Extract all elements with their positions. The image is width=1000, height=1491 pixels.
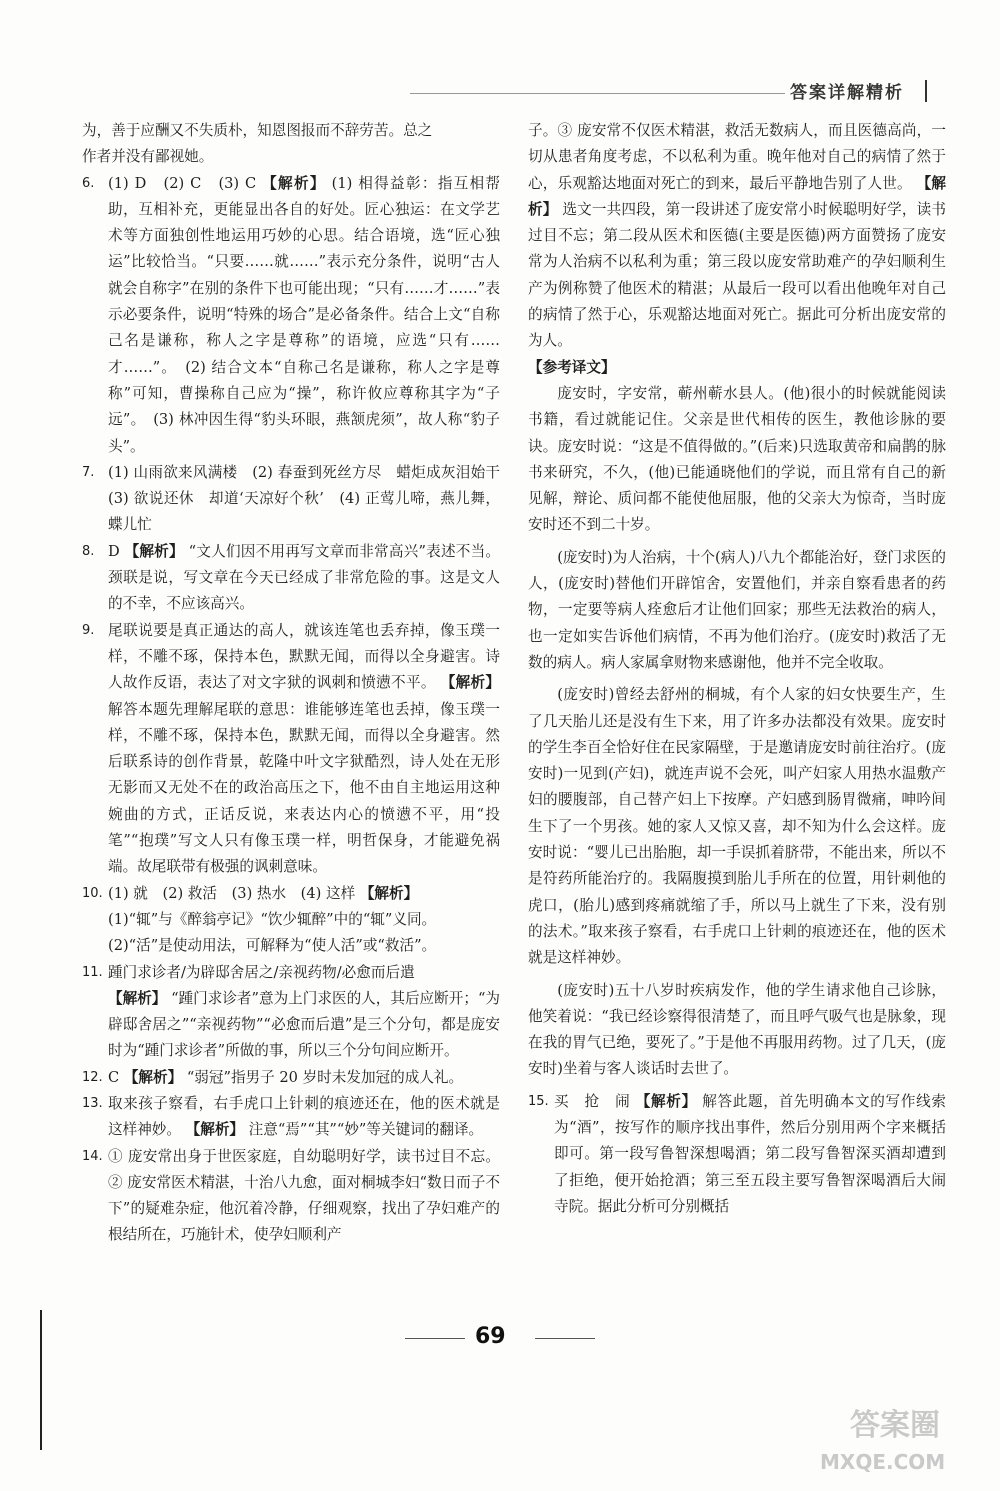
analysis-line: (2)“活”是使动用法，可解释为“使人活”或“救活”。 <box>108 937 437 955</box>
analysis-text: 解答本题先理解尾联的意思：谁能够连笔也丢掉，像玉璞一样，不雕不琢，保持本色，默默无闻，而得以全身避害。然后联系诗的创作背景，乾隆中叶文字狱酷烈，诗人处在无形无影而又无处不在的政治高压之下，他不由自主地运用这种婉曲的方式，正话反说，来表达内心的愤懑不平，用“投笔”“抱璞”写文人只有像玉璞一样，明哲保身，才能避免祸端。故尾联带有极强的讽刺意味。 <box>108 700 500 876</box>
question-number: 15. <box>528 1093 549 1109</box>
answer: (1) D (2) C (3) C <box>108 174 257 192</box>
answer: ① 庞安常出身于世医家庭，自幼聪明好学，读书过目不忘。② 庞安常医术精湛，十治八九愈，面对桐城李妇“数日而子不下”的疑难杂症，他沉着冷静，仔细观察，找出了孕妇难产的根结所在，巧施针术，使孕妇顺利产 <box>108 1147 500 1244</box>
answer: 尾联说要是真正通达的高人，就该连笔也丢弃掉，像玉璞一样，不雕不琢，保持本色，默默无闻，而得以全身避害。诗人故作反语，表达了对文字狱的讽刺和愤懑不平。 <box>108 621 500 692</box>
answer-continued: 子。③ 庞安常不仅医术精湛，救活无数病人，而且医德高尚，一切从患者角度考虑，不以私利为重。晚年他对自己的病情了然于心，乐观豁达地面对死亡的到来，最后平静地告别了人世。 <box>528 122 946 192</box>
analysis-text: 选文一共四段，第一段讲述了庞安常小时候聪明好学，读书过目不忘；第二段从医术和医德(主要是医德)两方面赞扬了庞安常为人治病不以私利为重；第三段以庞安常助难产的孕妇顺利生产为例称赞了他医术的精湛；从最后一段可以看出他晚年对自己的病情了然于心，乐观豁达地面对死亡。据此可分析出庞安常的为人。 <box>528 200 946 350</box>
binding-edge <box>40 1310 42 1450</box>
question-number: 11. <box>82 964 103 980</box>
header-bracket <box>925 80 927 102</box>
question-7 <box>82 460 515 539</box>
analysis-tag: 【解析】 <box>359 884 419 902</box>
question-8 <box>82 539 500 618</box>
analysis-tag: 【解析】 <box>124 542 184 560</box>
question-14-continued <box>528 118 946 355</box>
question-number: 12. <box>82 1069 103 1085</box>
analysis-tag: 【解析】 <box>123 1068 183 1086</box>
analysis-tag: 【解析】 <box>262 174 326 192</box>
question-number: 14. <box>82 1148 103 1164</box>
answer: 买 抢 闹 <box>554 1092 631 1110</box>
page-number: 69 <box>475 1324 506 1349</box>
answer: D <box>108 542 120 560</box>
question-number: 10. <box>82 885 103 901</box>
analysis-text: 注意“焉”“其”“妙”等关键词的翻译。 <box>248 1121 484 1139</box>
watermark-domain: MXQE.COM <box>820 1450 946 1474</box>
translation-paragraph: (庞安时)五十八岁时疾病发作，他的学生请求他自己诊脉，他笑着说：“我已经诊察得很清楚了，而且呼气吸气也是脉象，现在我的胃气已绝，要死了。”于是他不再服用药物。过了几天，(庞安时)坐着与客人谈话时去世了。 <box>528 981 946 1078</box>
question-12 <box>82 1065 500 1091</box>
header-rule <box>410 93 785 94</box>
analysis-text: 解答此题，首先明确本文的写作线索为“酒”，按写作的顺序找出事件，然后分别用两个字来概括即可。第一段写鲁智深想喝酒；第二段写鲁智深买酒却遭到了拒绝，便开始抢酒；第三至五段主要写鲁智深喝酒后大闹寺院。据此分析可分别概括 <box>554 1092 946 1215</box>
page-number-rule-left <box>405 1338 465 1339</box>
question-9 <box>82 618 500 881</box>
question-15 <box>528 1089 946 1220</box>
right-column <box>528 118 946 1220</box>
answer: 取来孩子察看，右手虎口上针刺的痕迹还在，他的医术就是这样神妙。 <box>108 1094 500 1139</box>
question-number: 8. <box>82 543 95 559</box>
question-number: 7. <box>82 464 95 480</box>
analysis-tag: 【解析】 <box>528 174 946 218</box>
analysis-text: “踵门求诊者”意为上门求医的人，其后应断开；“为辟邸舍居之”“亲视药物”“必愈而后遣”是三个分句，都是庞安时为“踵门求诊者”所做的事，所以三个分句间应断开。 <box>108 989 501 1060</box>
question-14 <box>82 1144 500 1249</box>
question-11 <box>82 960 500 986</box>
analysis-text: “弱冠”指男子 20 岁时未发加冠的成人礼。 <box>186 1068 464 1086</box>
question-number: 9. <box>82 622 95 638</box>
analysis-tag: 【解析】 <box>108 989 167 1007</box>
answer: (1) 就 (2) 救活 (3) 热水 (4) 这样 <box>108 884 356 902</box>
question-6 <box>82 171 500 460</box>
question-10 <box>82 881 500 907</box>
question-number: 13. <box>82 1095 103 1111</box>
header-title: 答案详解精析 <box>790 83 904 103</box>
analysis-tag: 【解析】 <box>185 1121 245 1139</box>
analysis-tag: 【解析】 <box>440 674 500 692</box>
analysis-text: (1) 相得益彰：指互相帮助，互相补充，更能显出各自的好处。匠心独运：在文学艺术等方面独创性地运用巧妙的心思。结合语境，选“匠心独运”比较恰当。“只要……就……”表示充分条件，说明“古人就会自称字”在别的条件下也可能出现；“只有……才……”表示必要条件，说明“特殊的场合”是必备条件。结合上文“自称己名是谦称，称人之字是尊称”的语境，应选“只有……才……”。 (2) 结合文本“自称己名是谦称，称人之字是尊称”可知，曹操称自己应为“操”，称许攸应尊称其字为“子远”。 (3) 林冲因生得“豹头环眼，燕颔虎须”，故人称“豹子头”。 <box>108 174 500 455</box>
analysis-line: (1)“辄”与《醉翁亭记》“饮少辄醉”中的“辄”义同。 <box>108 910 437 928</box>
question-13 <box>82 1091 500 1144</box>
analysis-text: “文人们因不用再写文章而非常高兴”表述不当。颈联是说，写文章在今天已经成了非常危险的事。这是文人的不幸，不应该高兴。 <box>108 542 500 613</box>
translation-heading: 【参考译文】 <box>528 358 616 376</box>
intro-line-2: 作者并没有鄙视她。 <box>82 148 214 166</box>
translation-paragraph: 庞安时，字安常，蕲州蕲水县人。(他)很小的时候就能阅读书籍，看过就能记住。父亲是世代相传的医生，教他诊脉的要诀。庞安时说：“这是不值得做的。”(后来)只选取黄帝和扁鹊的脉书来研究，不久，(他)已能通晓他们的学说，而且常有自己的新见解，辩论、质问都不能使他屈服，他的父亲大为惊奇，当时庞安时还不到二十岁。 <box>528 384 946 534</box>
question-11-analysis <box>82 986 500 1065</box>
analysis-tag: 【解析】 <box>635 1092 697 1110</box>
translation-paragraph: (庞安时)为人治病，十个(病人)八九个都能治好，登门求医的人，(庞安时)替他们开辟馆舍，安置他们，并亲自察看患者的药物，一定要等病人痊愈后才让他们回家；那些无法救治的病人，也一定如实告诉他们病情，不再为他们治疗。(庞安时)救活了无数的病人。病人家属拿财物来感谢他，他并不完全收取。 <box>528 548 946 671</box>
answer: C <box>108 1068 120 1086</box>
answer: 踵门求诊者/为辟邸舍居之/亲视药物/必愈而后遣 <box>108 963 415 981</box>
left-column <box>82 118 515 1249</box>
question-number: 6. <box>82 175 95 191</box>
answer: (1) 山雨欲来风满楼 (2) 春蚕到死丝方尽 蜡炬成灰泪始干 (3) 欲说还休 却道‘天凉好个秋’ (4) 正莺儿啼，燕儿舞，蝶儿忙 <box>108 463 515 534</box>
page-number-rule-right <box>535 1338 595 1339</box>
intro-line-1: 为，善于应酬又不失质朴，知恩图报而不辞劳苦。总之 <box>82 122 433 139</box>
translation-paragraph: (庞安时)曾经去舒州的桐城，有个人家的妇女快要生产，生了几天胎儿还是没有生下来，用了许多办法都没有效果。庞安时的学生李百全恰好住在民家隔壁，于是邀请庞安时前往治疗。(庞安时)一见到(产妇)，就连声说不会死，叫产妇家人用热水温敷产妇的腰腹部，自己替产妇上下按摩。产妇感到肠胃微痛，呻吟间生下了一个男孩。她的家人又惊又喜，却不知为什么会这样。庞安时说：“婴儿已出胎胞，却一手误抓着脐带，不能出来，所以不是符药所能治疗的。我隔腹摸到胎儿手所在的位置，用针刺他的虎口，(胎儿)感到疼痛就缩了手，所以马上就生了下来，没有别的法术。”取来孩子察看，右手虎口上针刺的痕迹还在，他的医术就是这样神妙。 <box>528 686 946 967</box>
watermark-logo: 答案圈 <box>850 1408 940 1443</box>
